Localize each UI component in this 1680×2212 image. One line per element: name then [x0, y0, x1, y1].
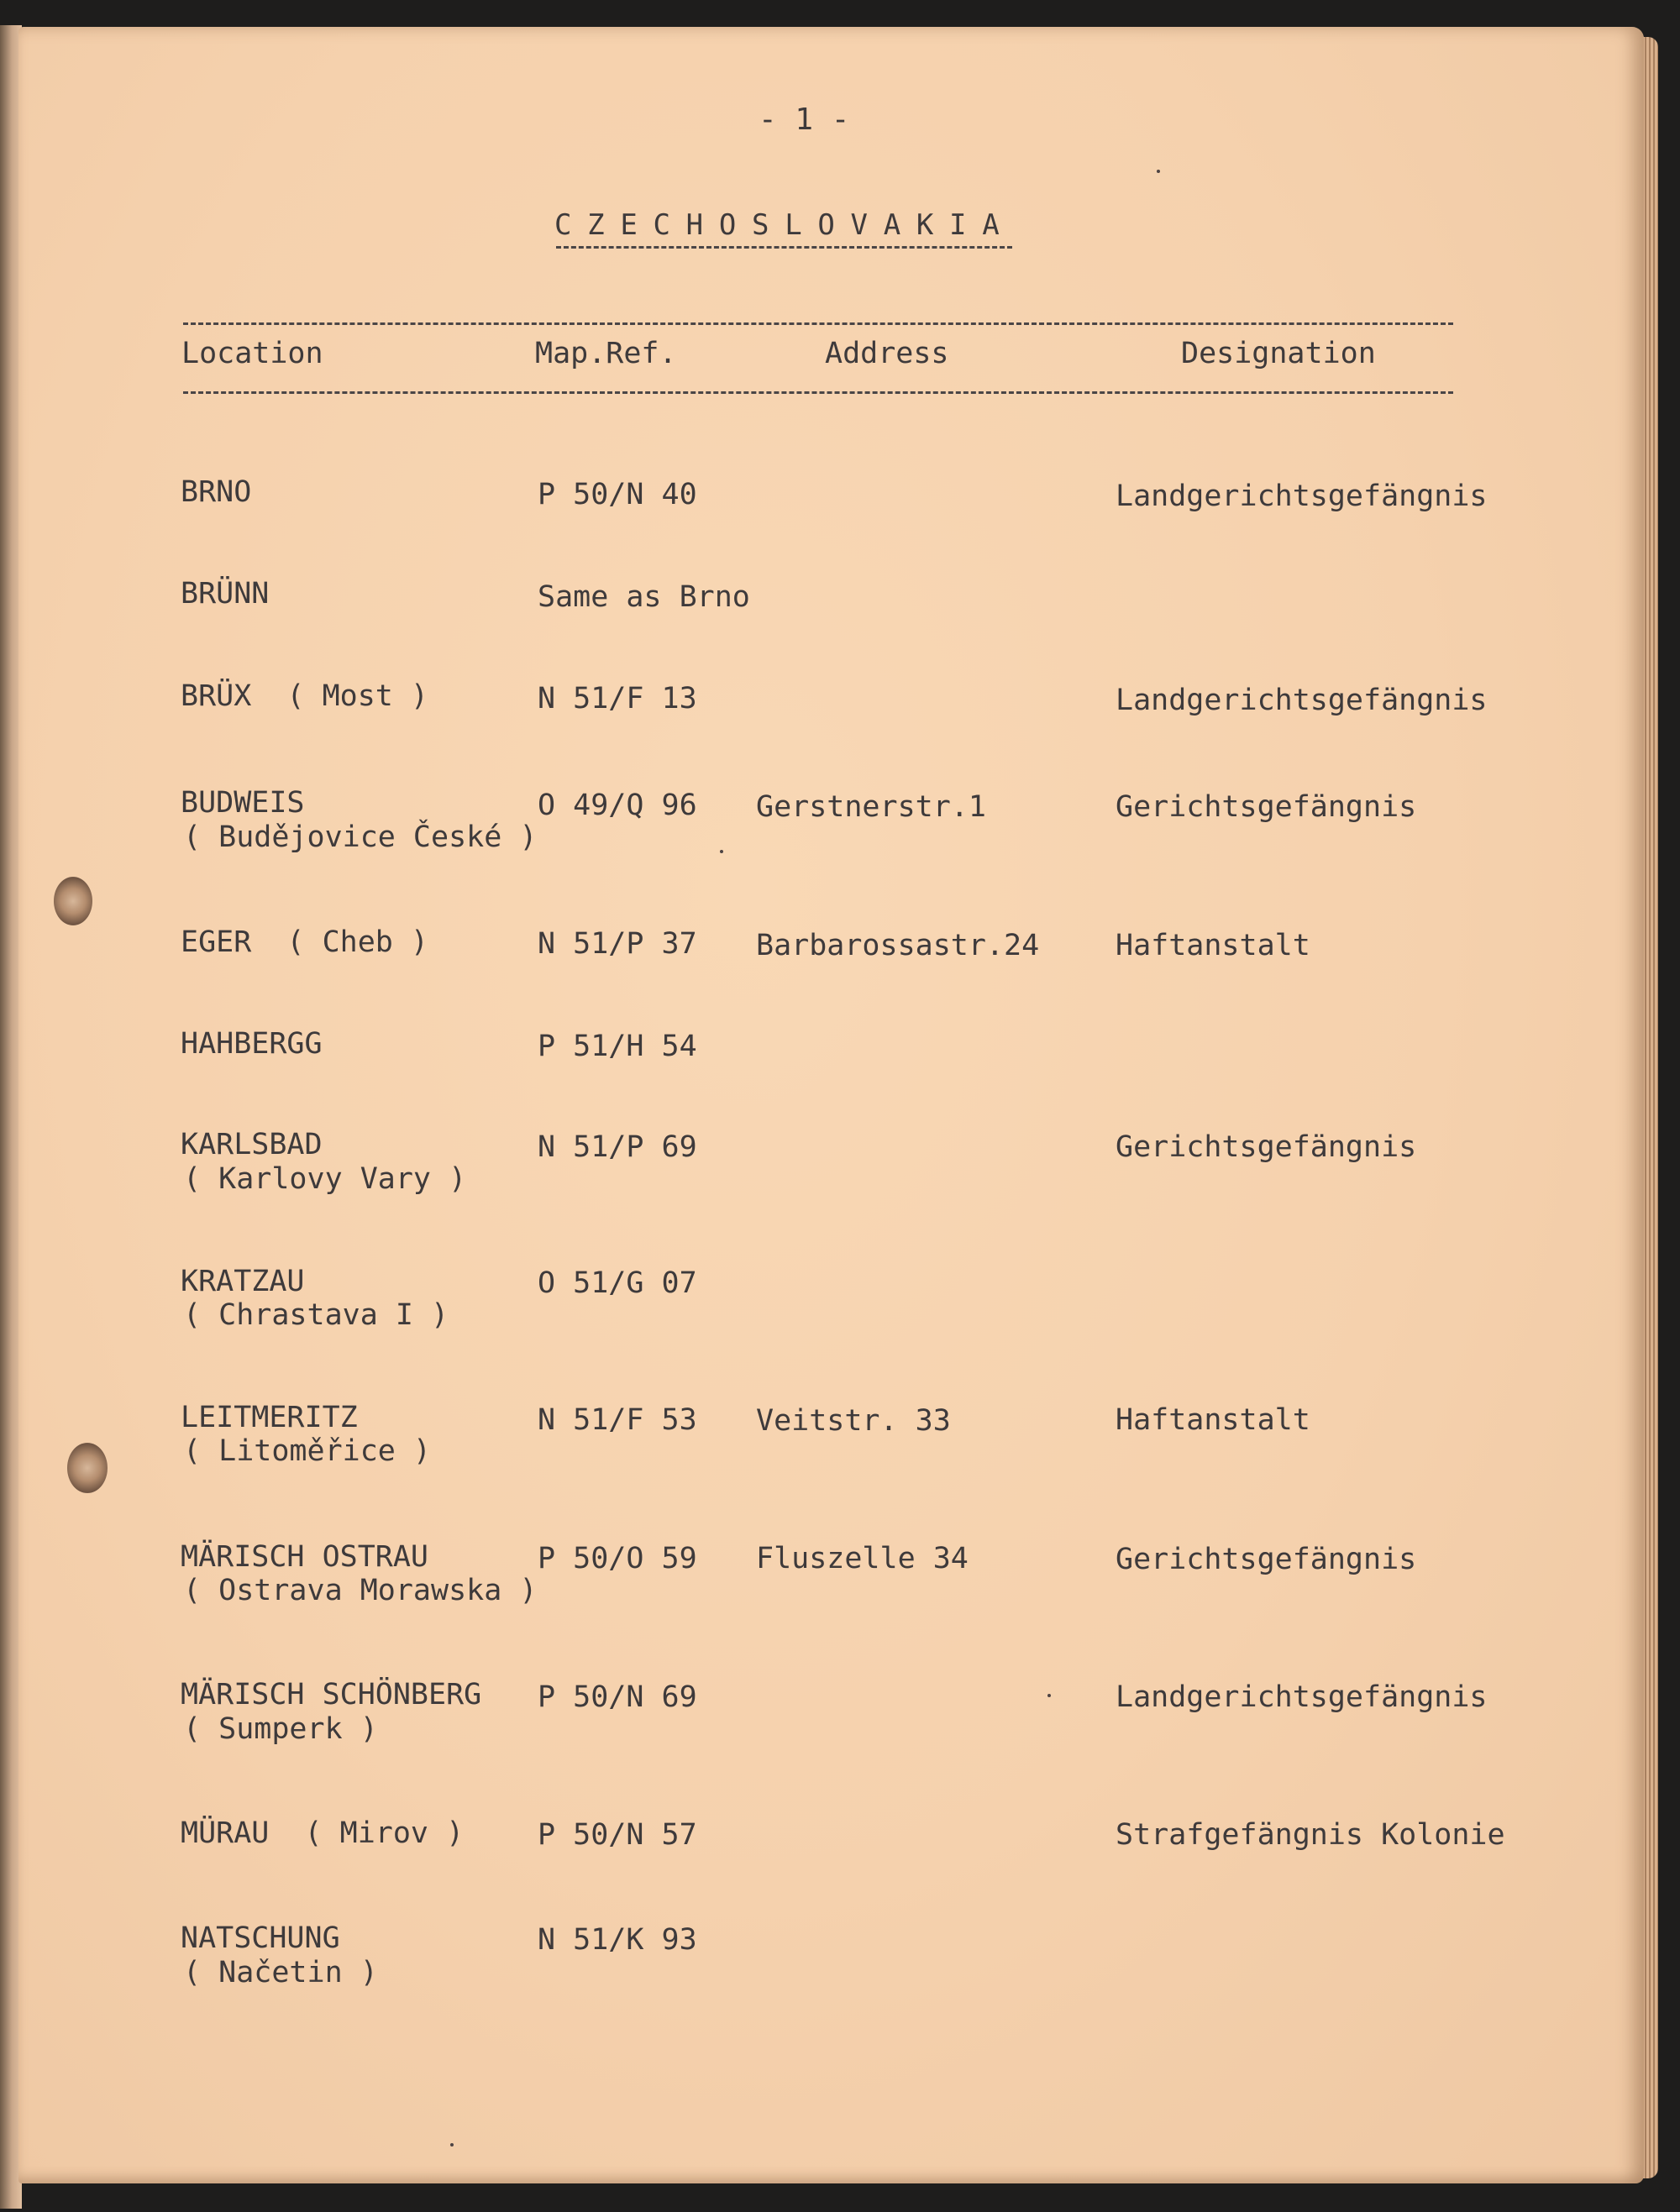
header-rule-top [183, 322, 1453, 325]
row-location: MÄRISCH OSTRAU [181, 1540, 429, 1574]
header-rule-bottom [183, 391, 1453, 394]
paper-speck [1157, 170, 1160, 173]
row-designation: Haftanstalt [1116, 929, 1310, 962]
row-alt-name: ( Chrastava I ) [183, 1298, 449, 1332]
column-header-location: Location [181, 337, 323, 370]
column-header-designation: Designation [1181, 337, 1376, 370]
column-header-address: Address [825, 337, 949, 370]
row-designation: Landgerichtsgefängnis [1116, 684, 1488, 717]
row-location: MÜRAU ( Mirov ) [181, 1816, 465, 1850]
row-map-ref: P 51/H 54 [538, 1030, 697, 1063]
row-alt-name: ( Budějovice České ) [183, 820, 538, 854]
row-alt-name: ( Sumperk ) [183, 1712, 378, 1746]
row-location: MÄRISCH SCHÖNBERG [181, 1678, 482, 1711]
row-map-ref: P 50/N 69 [538, 1680, 697, 1714]
row-map-ref: N 51/P 69 [538, 1130, 697, 1164]
paper-speck [1047, 1694, 1051, 1697]
column-header-map-ref: Map.Ref. [535, 337, 677, 370]
row-alt-name: ( Litoměřice ) [183, 1434, 432, 1468]
row-designation: Strafgefängnis Kolonie [1116, 1818, 1505, 1852]
page-title: CZECHOSLOVAKIA [554, 208, 1016, 242]
row-location: BRÜX ( Most ) [181, 679, 429, 713]
row-map-ref: O 51/G 07 [538, 1266, 697, 1300]
row-map-ref: N 51/F 13 [538, 682, 697, 715]
row-address: Gerstnerstr.1 [756, 790, 986, 824]
row-location: BRNO [181, 475, 252, 509]
title-underline [556, 246, 1012, 249]
row-map-ref: P 50/N 57 [538, 1818, 697, 1852]
row-designation: Gerichtsgefängnis [1116, 1130, 1417, 1164]
row-map-ref: N 51/F 53 [538, 1403, 697, 1437]
row-alt-name: ( Karlovy Vary ) [183, 1162, 467, 1196]
row-map-ref: N 51/P 37 [538, 927, 697, 961]
row-designation: Landgerichtsgefängnis [1116, 480, 1488, 513]
row-designation: Haftanstalt [1116, 1403, 1310, 1437]
row-location: KRATZAU [181, 1265, 305, 1298]
row-designation: Gerichtsgefängnis [1116, 790, 1417, 824]
row-designation: Gerichtsgefängnis [1116, 1543, 1417, 1576]
row-location: HAHBERGG [181, 1027, 323, 1061]
punch-hole-bottom [67, 1443, 108, 1493]
row-address: Fluszelle 34 [756, 1542, 969, 1575]
punch-hole-top [54, 877, 92, 925]
row-location: BUDWEIS [181, 786, 305, 820]
row-location: BRÜNN [181, 577, 270, 611]
row-map-ref: P 50/N 40 [538, 478, 697, 511]
row-address: Veitstr. 33 [756, 1404, 951, 1438]
page-number: - 1 - [759, 102, 850, 137]
row-map-ref: Same as Brno [538, 580, 750, 614]
paper-speck [720, 850, 723, 853]
row-location: EGER ( Cheb ) [181, 925, 429, 959]
row-alt-name: ( Ostrava Morawska ) [183, 1574, 538, 1607]
row-address: Barbarossastr.24 [756, 929, 1040, 962]
paper-speck [450, 2143, 454, 2146]
row-alt-name: ( Načetin ) [183, 1956, 378, 1989]
row-map-ref: P 50/O 59 [538, 1542, 697, 1575]
row-location: KARLSBAD [181, 1128, 323, 1161]
row-map-ref: N 51/K 93 [538, 1923, 697, 1957]
row-location: NATSCHUNG [181, 1921, 340, 1955]
row-map-ref: O 49/Q 96 [538, 789, 697, 822]
row-designation: Landgerichtsgefängnis [1116, 1680, 1488, 1714]
row-location: LEITMERITZ [181, 1401, 358, 1434]
